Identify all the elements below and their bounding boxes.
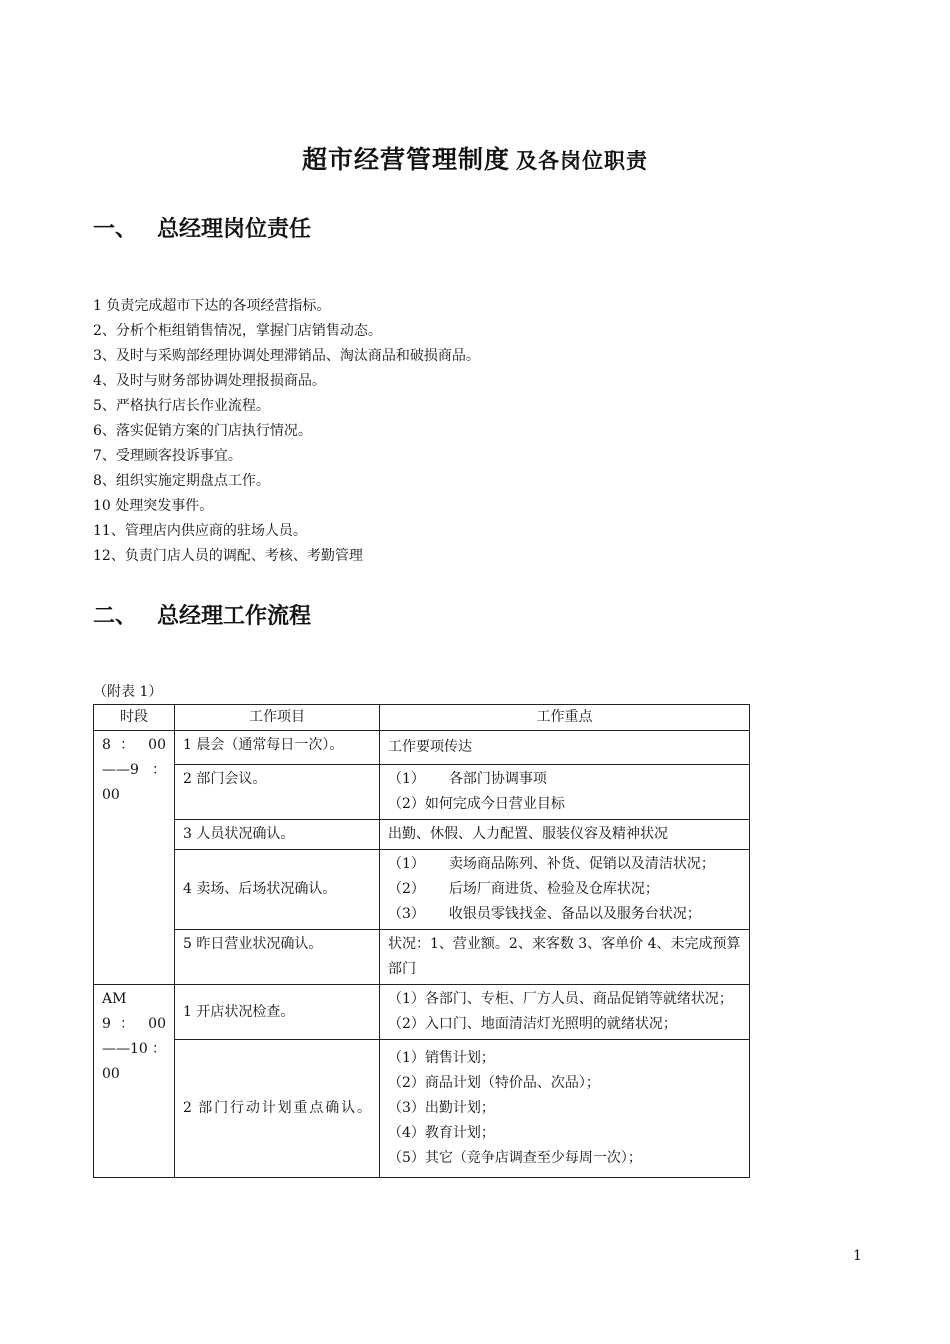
point-cell: （1）各部门、专柜、厂方人员、商品促销等就绪状况； （2）入口门、地面清洁灯光照明的就绪状况； <box>380 985 750 1040</box>
point-cell: 出勤、休假、人力配置、服装仪容及精神状况 <box>380 820 750 850</box>
section-title: 总经理工作流程 <box>157 604 312 629</box>
list-item: 4、及时与财务部协调处理报损商品。 <box>93 373 326 389</box>
time-cell: AM 9 ： 00 ——10： 00 <box>94 985 175 1178</box>
table-row <box>94 731 750 765</box>
table-row <box>94 820 750 850</box>
section-heading-2 <box>93 599 311 630</box>
header-item: 工作项目 <box>175 705 380 731</box>
section-number: 一、 <box>93 217 138 242</box>
title-main: 超市经营管理制度 <box>301 145 510 174</box>
list-item: 8、组织实施定期盘点工作。 <box>93 473 270 489</box>
point-cell: 状况：1、营业额。2、来客数 3、客单价 4、未完成预算部门 <box>380 930 750 985</box>
document-title <box>0 140 950 176</box>
workflow-table <box>93 704 750 1178</box>
section-number: 二、 <box>93 604 138 629</box>
list-item: 2、分析个柜组销售情况，掌握门店销售动态。 <box>93 323 382 339</box>
point-cell: 工作要项传达 <box>380 731 750 765</box>
duty-list <box>93 294 480 569</box>
item-cell: 2 部门会议。 <box>175 765 380 820</box>
item-cell: 4 卖场、后场状况确认。 <box>175 850 380 930</box>
item-cell: 5 昨日营业状况确认。 <box>175 930 380 985</box>
title-sub: 及各岗位职责 <box>516 149 648 173</box>
list-item: 10 处理突发事件。 <box>93 498 214 514</box>
item-cell: 1 晨会（通常每日一次）。 <box>175 731 380 765</box>
list-item: 5、严格执行店长作业流程。 <box>93 398 270 414</box>
point-cell: （1） 卖场商品陈列、补货、促销以及清洁状况； （2） 后场厂商进货、检验及仓库状况； （3） 收银员零钱找金、备品以及服务台状况； <box>380 850 750 930</box>
section-heading-1 <box>93 212 311 243</box>
table-caption: （附表 1） <box>93 684 163 700</box>
table-header-row <box>94 705 750 731</box>
list-item: 3、及时与采购部经理协调处理滞销品、淘汰商品和破损商品。 <box>93 348 480 364</box>
list-item: 7、受理顾客投诉事宜。 <box>93 448 242 464</box>
header-time: 时段 <box>94 705 175 731</box>
table-row <box>94 765 750 820</box>
list-item: 11、管理店内供应商的驻场人员。 <box>93 523 307 539</box>
point-cell: （1） 各部门协调事项 （2）如何完成今日营业目标 <box>380 765 750 820</box>
page-number: 1 <box>853 1248 862 1264</box>
section-title: 总经理岗位责任 <box>157 217 312 242</box>
time-cell: 8 ： 00 ——9 ： 00 <box>94 731 175 985</box>
table-row <box>94 850 750 930</box>
list-item: 6、落实促销方案的门店执行情况。 <box>93 423 312 439</box>
table-row <box>94 985 750 1040</box>
header-point: 工作重点 <box>380 705 750 731</box>
table-row <box>94 1040 750 1178</box>
item-cell: 2 部门行动计划重点确认。 <box>175 1040 380 1178</box>
list-item: 12、负责门店人员的调配、考核、考勤管理 <box>93 548 363 564</box>
point-cell: （1）销售计划； （2）商品计划（特价品、次品）； （3）出勤计划； （4）教育计划； （5）其它（竞争店调查至少每周一次）； <box>380 1040 750 1178</box>
table-row <box>94 930 750 985</box>
list-item: 1 负责完成超市下达的各项经营指标。 <box>93 298 331 314</box>
item-cell: 1 开店状况检查。 <box>175 985 380 1040</box>
item-cell: 3 人员状况确认。 <box>175 820 380 850</box>
